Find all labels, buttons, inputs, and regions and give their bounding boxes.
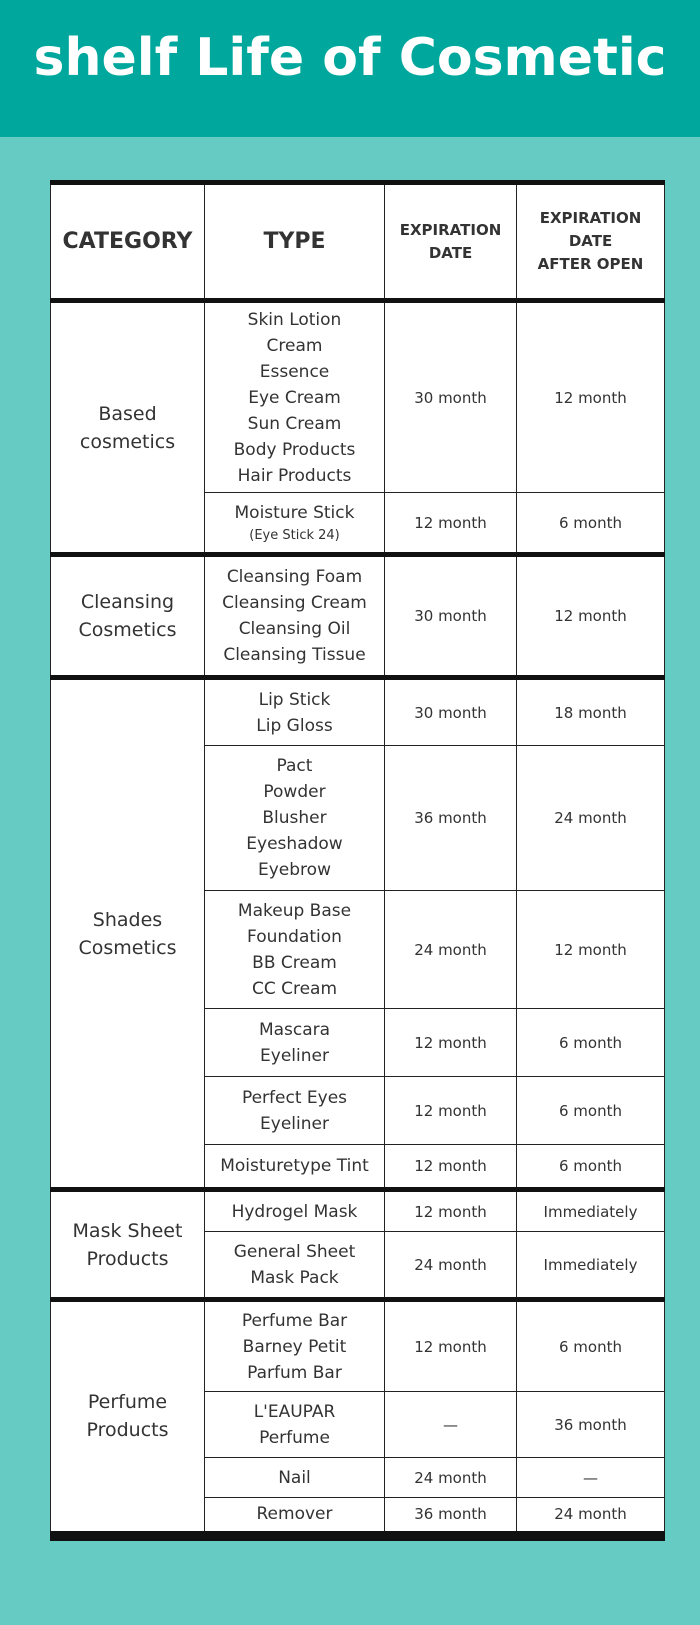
after-open-cell: 6 month	[517, 1009, 665, 1077]
after-open-cell: Immediately	[517, 1190, 665, 1232]
type-cell	[205, 1300, 385, 1392]
after-open-cell: —	[517, 1458, 665, 1498]
type-label: Blusher	[262, 808, 327, 828]
category-cell	[51, 678, 205, 1190]
type-label: Barney Petit	[242, 1336, 347, 1357]
type-label: Lip Gloss	[256, 715, 333, 736]
type-cell	[205, 1232, 385, 1300]
after-open-cell: 24 month	[517, 1498, 665, 1536]
shelf-life-table-container	[50, 180, 664, 1541]
expiration-cell: 30 month	[385, 555, 517, 678]
expiration-cell: 30 month	[385, 678, 517, 746]
type-label: Skin Lotion	[247, 309, 342, 330]
type-cell	[205, 891, 385, 1009]
expiration-cell: 24 month	[385, 1232, 517, 1300]
after-open-cell: 6 month	[517, 1300, 665, 1392]
category-label: Cosmetics	[78, 936, 177, 959]
category-label: Products	[86, 1247, 169, 1270]
header-category: CATEGORY	[51, 183, 205, 301]
category-label: Perfume	[87, 1391, 168, 1414]
header-row	[51, 183, 665, 301]
expiration-cell: 30 month	[385, 301, 517, 493]
header-after-open-line: DATE	[568, 232, 613, 250]
category-label: Cosmetics	[78, 619, 177, 641]
type-label: Remover	[256, 1504, 333, 1525]
type-label: Sun Cream	[247, 413, 342, 434]
type-label: Foundation	[247, 926, 342, 947]
type-label: CC Cream	[251, 978, 338, 999]
after-open-cell: Immediately	[517, 1232, 665, 1300]
type-label: Mask Pack	[250, 1267, 339, 1288]
after-open-cell: 6 month	[517, 493, 665, 555]
type-cell	[205, 301, 385, 493]
type-label: Parfum Bar	[247, 1362, 342, 1383]
type-cell	[205, 1009, 385, 1077]
type-label: L'EAUPAR	[253, 1401, 336, 1422]
type-label: Makeup Base	[237, 900, 352, 921]
category-cell	[51, 301, 205, 555]
expiration-cell: —	[385, 1392, 517, 1458]
expiration-cell: 12 month	[385, 1145, 517, 1190]
header-type: TYPE	[205, 183, 385, 301]
expiration-cell: 12 month	[385, 1077, 517, 1145]
type-label: Cleansing Tissue	[223, 645, 366, 665]
title-banner	[0, 0, 700, 137]
expiration-cell: 24 month	[385, 891, 517, 1009]
type-label: Eyeshadow	[246, 834, 343, 854]
type-cell	[205, 678, 385, 746]
type-cell	[205, 1392, 385, 1458]
type-label: Cleansing Cream	[222, 593, 367, 613]
expiration-cell: 12 month	[385, 493, 517, 555]
after-open-cell: 6 month	[517, 1145, 665, 1190]
type-label: Nail	[278, 1467, 311, 1488]
type-cell	[205, 1458, 385, 1498]
expiration-cell: 12 month	[385, 1190, 517, 1232]
after-open-cell: 24 month	[517, 746, 665, 891]
type-label: Moisture Stick	[234, 502, 355, 523]
type-cell	[205, 1145, 385, 1190]
category-label: Products	[86, 1419, 169, 1442]
after-open-cell: 6 month	[517, 1077, 665, 1145]
type-cell	[205, 746, 385, 891]
table-body	[51, 301, 665, 1536]
header-expiration-line: DATE	[428, 243, 473, 262]
expiration-cell: 12 month	[385, 1009, 517, 1077]
header-after-open-line: EXPIRATION	[539, 209, 642, 227]
type-label: Eyebrow	[258, 860, 331, 880]
table-row	[51, 678, 665, 746]
type-label: Lip Stick	[258, 689, 331, 710]
type-cell	[205, 555, 385, 678]
header-after-open	[517, 183, 665, 301]
table-row	[51, 301, 665, 493]
after-open-cell: 36 month	[517, 1392, 665, 1458]
type-label: General Sheet	[233, 1241, 356, 1262]
expiration-cell: 12 month	[385, 1300, 517, 1392]
type-label: Eye Cream	[248, 387, 341, 408]
expiration-cell: 24 month	[385, 1458, 517, 1498]
type-cell	[205, 1190, 385, 1232]
type-note: (Eye Stick 24)	[249, 527, 340, 543]
expiration-cell: 36 month	[385, 746, 517, 891]
header-expiration	[385, 183, 517, 301]
type-label: Essence	[259, 361, 330, 382]
type-label: Moisturetype Tint	[220, 1156, 369, 1176]
type-cell	[205, 1498, 385, 1536]
after-open-cell: 18 month	[517, 678, 665, 746]
after-open-cell: 12 month	[517, 891, 665, 1009]
type-label: Perfect Eyes	[241, 1087, 348, 1108]
type-label: Perfume Bar	[241, 1310, 348, 1331]
type-label: Powder	[263, 782, 326, 802]
type-cell	[205, 493, 385, 555]
type-label: Hair Products	[237, 465, 352, 486]
type-label: Body Products	[233, 439, 356, 460]
table-row	[51, 1190, 665, 1232]
category-cell	[51, 555, 205, 678]
after-open-cell: 12 month	[517, 301, 665, 493]
type-label: Cleansing Oil	[238, 619, 351, 639]
category-label: Shades	[92, 908, 163, 931]
header-expiration-line: EXPIRATION	[399, 220, 502, 239]
after-open-cell: 12 month	[517, 555, 665, 678]
type-cell	[205, 1077, 385, 1145]
type-label: Cream	[266, 335, 323, 356]
type-label: Cleansing Foam	[226, 567, 363, 587]
expiration-cell: 36 month	[385, 1498, 517, 1536]
category-label: Mask Sheet	[72, 1219, 183, 1242]
category-label: Based	[98, 402, 157, 425]
category-label: cosmetics	[79, 430, 176, 453]
page-title: shelf Life of Cosmetic	[33, 28, 667, 88]
header-after-open-line: AFTER OPEN	[537, 255, 644, 273]
category-cell	[51, 1190, 205, 1300]
category-label: Cleansing	[80, 591, 175, 613]
table-row	[51, 555, 665, 678]
shelf-life-table	[50, 180, 665, 1541]
table-row	[51, 1300, 665, 1392]
type-label: Hydrogel Mask	[231, 1201, 358, 1222]
category-cell	[51, 1300, 205, 1536]
type-label: Eyeliner	[260, 1045, 329, 1066]
type-label: Pact	[276, 756, 313, 776]
type-label: BB Cream	[252, 952, 337, 973]
type-label: Mascara	[258, 1019, 331, 1040]
type-label: Eyeliner	[260, 1113, 329, 1134]
type-label: Perfume	[259, 1427, 330, 1448]
